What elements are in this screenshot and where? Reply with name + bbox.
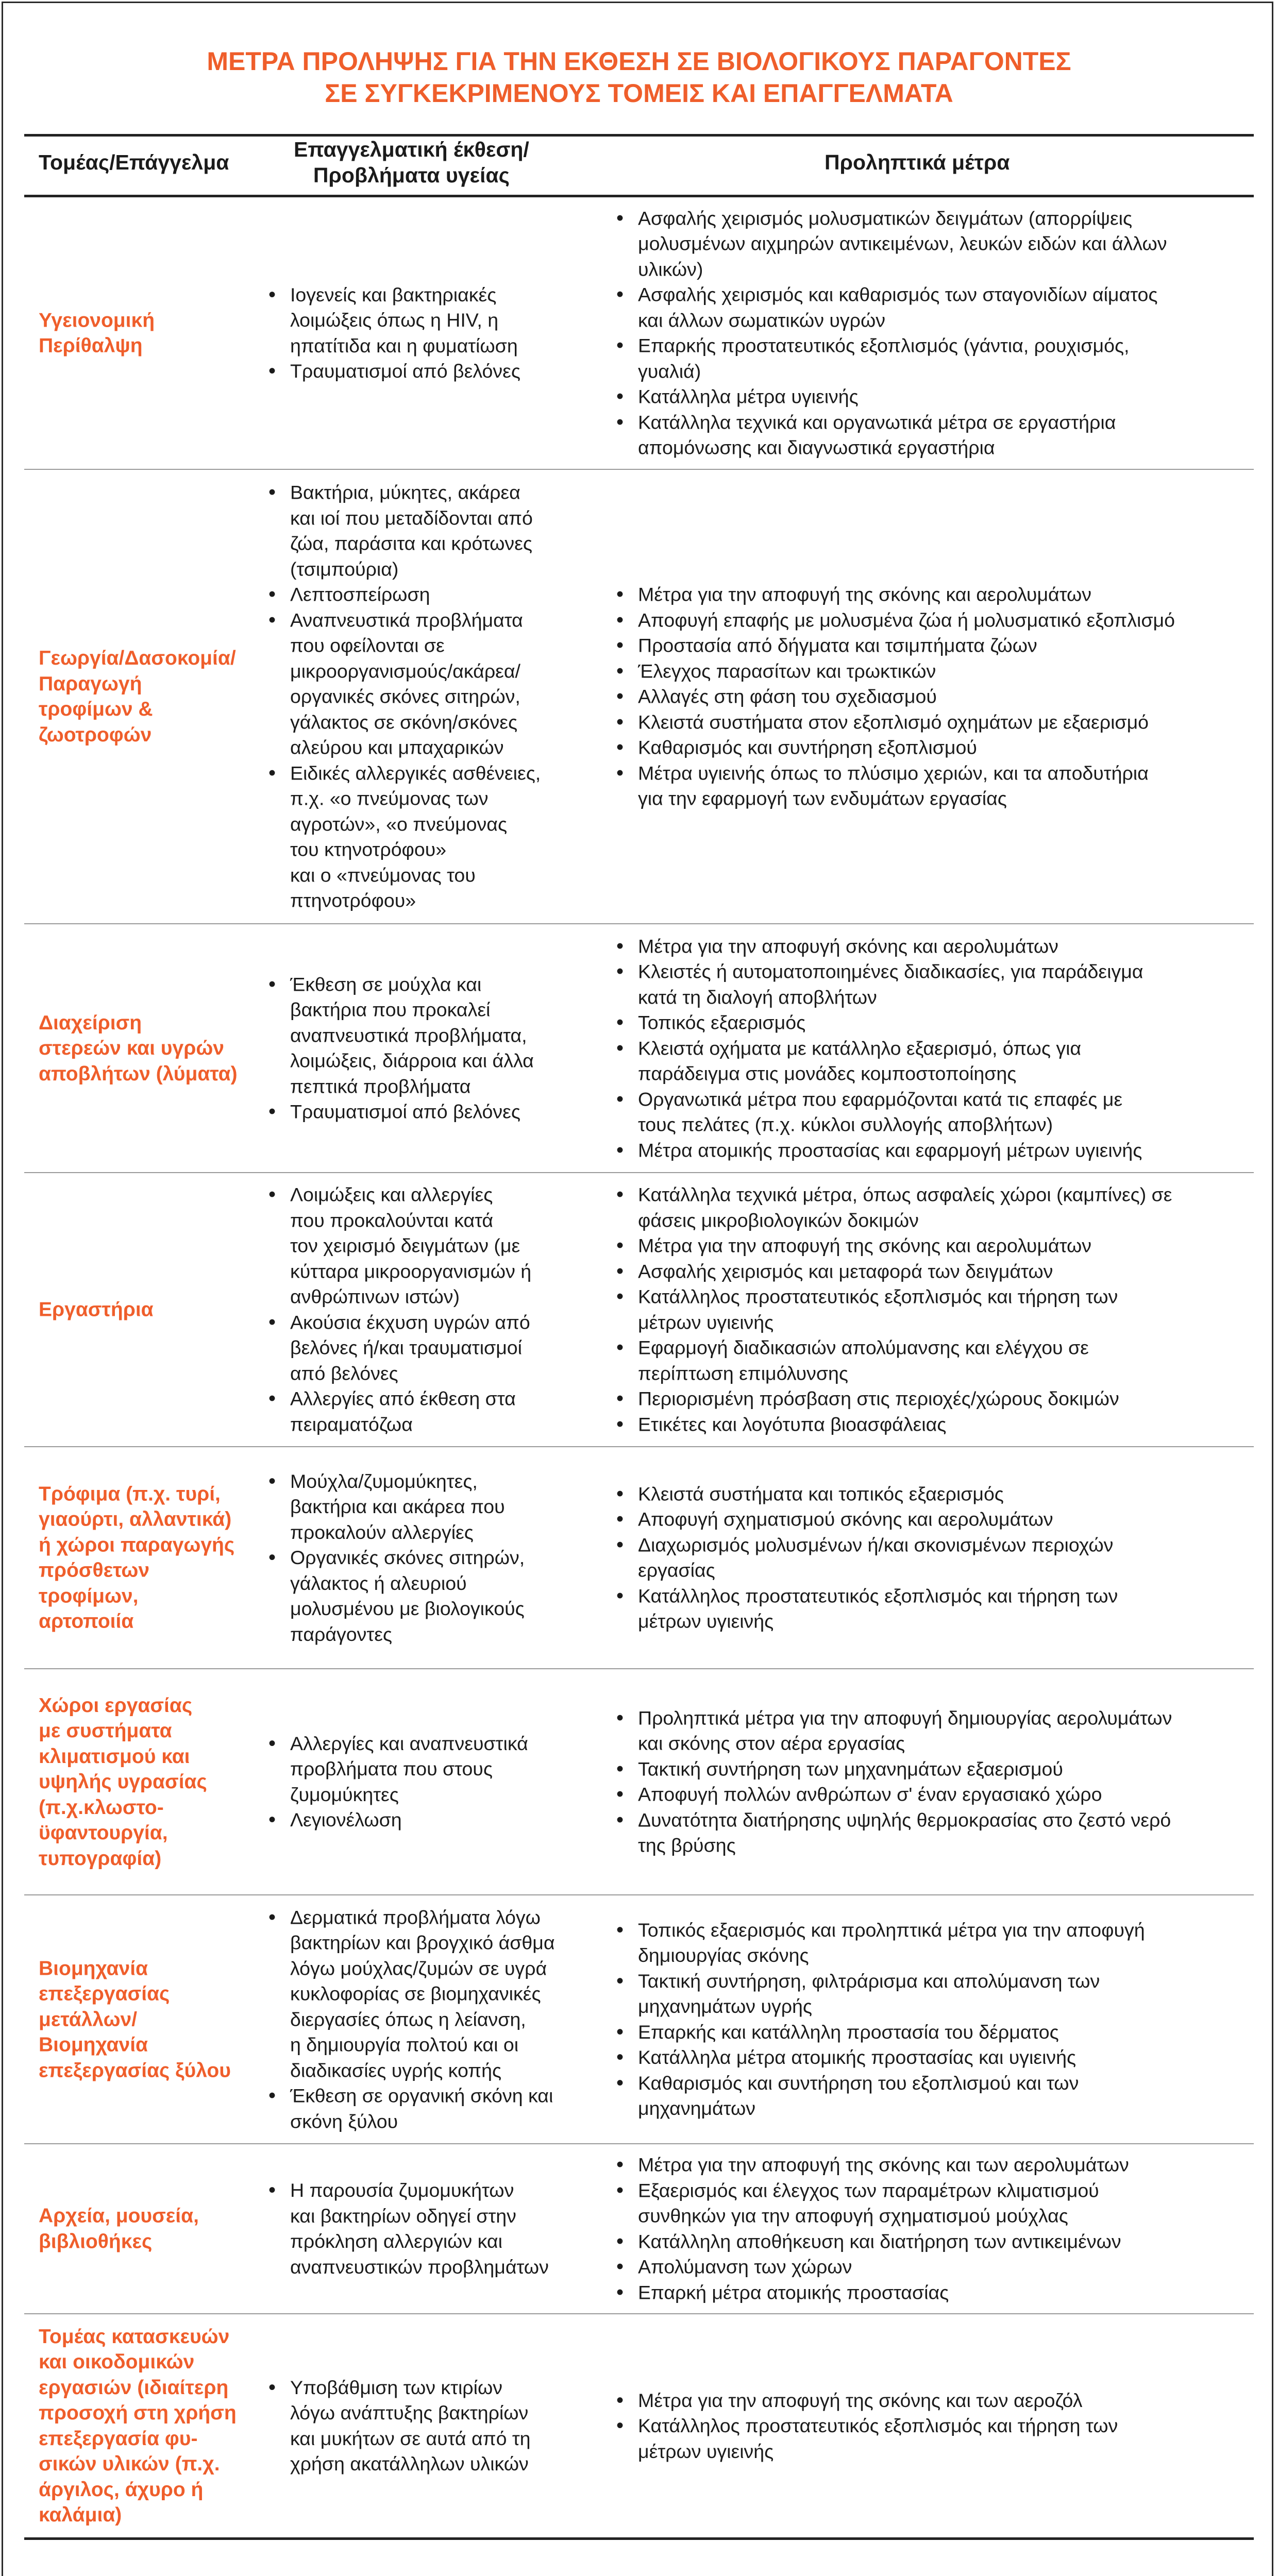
sector-line: στερεών και υγρών [39, 1037, 224, 1059]
sector-line: και οικοδομικών [39, 2351, 195, 2373]
exposure-line: λόγω μούχλας/ζυμών σε υγρά [290, 1957, 547, 1979]
sector-line: Υγειονομική [39, 309, 155, 331]
sector-label [39, 1956, 265, 2083]
exposure-item [266, 1386, 617, 1437]
measures-line: μηχανημάτων υγρής [638, 1995, 812, 2017]
sector-label [39, 646, 265, 748]
exposure-list [266, 1731, 617, 1833]
measures-item [614, 1756, 1248, 1782]
measures-line: • Μέτρα για την αποφυγή της σκόνης και των αεροζόλ [638, 2389, 1083, 2411]
exposure-line: η δημιουργία πολτού και οι [290, 2033, 519, 2056]
exposure-line: ηπατίτιδα και η φυματίωση [290, 334, 518, 357]
exposure-list [266, 2375, 617, 2477]
sector-line: εργασιών (ιδιαίτερη [39, 2376, 229, 2399]
sector-line: Βιομηχανία [39, 1957, 148, 1979]
exposure-line: • Έκθεση σε μούχλα και [290, 973, 482, 995]
measures-line: φάσεις μικροβιολογικών δοκιμών [638, 1209, 919, 1231]
measures-line: • Οργανωτικά μέτρα που εφαρμόζονται κατά τις επαφές με [638, 1088, 1123, 1110]
measures-item [614, 760, 1248, 811]
measures-item [614, 2413, 1248, 2464]
exposure-line: σκόνη ξύλου [290, 2110, 398, 2132]
exposure-list [266, 1905, 617, 2134]
measures-line: μηχανημάτων [638, 2097, 756, 2119]
exposure-line: βακτήρια που προκαλεί [290, 998, 491, 1021]
sector-line: επεξεργασία φυ- [39, 2427, 198, 2450]
sector-line: Τρόφιμα (π.χ. τυρί, [39, 1483, 221, 1505]
measures-line: γυαλιά) [638, 360, 701, 382]
exposure-line: λοιμώξεις, διάρροια και άλλα [290, 1049, 534, 1072]
exposure-item [266, 1182, 617, 1310]
exposure-line: γάλακτος ή αλευριού [290, 1572, 467, 1594]
sector-line: επεξεργασίας ξύλου [39, 2059, 231, 2081]
measures-line: • Τοπικός εξαερισμός [638, 1011, 806, 1033]
measures-line: • Περιορισμένη πρόσβαση στις περιοχές/χώρους δοκιμών [638, 1387, 1119, 1410]
measures-line: • Εξαερισμός και έλεγχος των παραμέτρων κλιματισμού [638, 2179, 1099, 2201]
measures-item [614, 2178, 1248, 2229]
sector-line: καλάμια) [39, 2504, 122, 2526]
exposure-item [266, 359, 617, 384]
measures-list [614, 1918, 1248, 2122]
exposure-line: • Ιογενείς και βακτηριακές [290, 283, 497, 306]
measures-item [614, 2229, 1248, 2255]
measures-item [614, 2071, 1248, 2122]
exposure-item [266, 1310, 617, 1386]
measures-item [614, 282, 1248, 333]
measures-line: μέτρων υγιεινής [638, 2440, 774, 2462]
exposure-item [266, 972, 617, 1099]
sector-label [39, 1297, 265, 1323]
measures-line: • Τακτική συντήρηση των μηχανημάτων εξαερισμού [638, 1758, 1063, 1780]
exposure-line: ζώα, παράσιτα και κρότωνες [290, 532, 532, 554]
sector-line: τροφίμων & [39, 698, 153, 720]
measures-line: • Διαχωρισμός μολυσμένων ή/και σκονισμένων περιοχών [638, 1534, 1114, 1555]
title-line: ΣΕ ΣΥΓΚΕΚΡΙΜΕΝΟΥΣ ΤΟΜΕΙΣ ΚΑΙ ΕΠΑΓΓΕΛΜΑΤΑ [325, 79, 953, 108]
sector-line: πρόσθετων [39, 1559, 150, 1582]
sector-line: (π.χ.κλωστο- [39, 1796, 164, 1819]
measures-line: • Απολύμανση των χώρων [638, 2256, 852, 2278]
measures-item [614, 1233, 1248, 1259]
measures-item [614, 1918, 1248, 1969]
measures-line: • Ασφαλής χειρισμός μολυσματικών δειγμάτων (απορρίψεις [638, 207, 1133, 229]
table-row [24, 924, 1254, 1172]
exposure-line: βακτήρια και ακάρεα που [290, 1495, 505, 1517]
measures-line: • Μέτρα για την αποφυγή σκόνης και αερολυμάτων [638, 935, 1058, 957]
page-title [0, 45, 1278, 109]
measures-item [614, 2153, 1248, 2178]
exposure-item [266, 2375, 617, 2477]
measures-item [614, 934, 1248, 959]
header-sector: Τομέας/Επάγγελμα [39, 150, 229, 174]
sector-line: τροφίμων, [39, 1585, 139, 1607]
measures-item [614, 1284, 1248, 1335]
measures-line: συνθηκών για την αποφυγή σχηματισμού μούχλας [638, 2205, 1068, 2227]
measures-line: • Μέτρα ατομικής προστασίας και εφαρμογή μέτρων υγιεινής [638, 1139, 1142, 1161]
table-row [24, 1173, 1254, 1446]
header-exposure: Επαγγελματική έκθεση/ Προβλήματα υγείας [294, 138, 529, 187]
exposure-line: • Αναπνευστικά προβλήματα [290, 608, 523, 631]
sector-label [39, 308, 265, 359]
exposure-item [266, 1468, 617, 1545]
exposure-line: • Υποβάθμιση των κτιρίων [290, 2376, 502, 2398]
measures-item [614, 1705, 1248, 1756]
table-row [24, 1447, 1254, 1668]
sector-line: Τομέας κατασκευών [39, 2325, 230, 2348]
sector-line: αποβλήτων (λύματα) [39, 1062, 238, 1085]
sector-line: σικών υλικών (π.χ. [39, 2453, 220, 2475]
exposure-line: βελόνες ή/και τραυματισμοί [290, 1336, 522, 1359]
measures-line: • Αποφυγή σχηματισμού σκόνης και αερολυμάτων [638, 1508, 1053, 1530]
measures-line: • Εφαρμογή διαδικασιών απολύμανσης και ελέγχου σε [638, 1336, 1089, 1359]
measures-item [614, 2387, 1248, 2413]
measures-line: και άλλων σωματικών υγρών [638, 309, 885, 331]
measures-line: • Κλειστά συστήματα στον εξοπλισμό οχημάτων με εξαερισμό [638, 710, 1149, 733]
exposure-line: από βελόνες [290, 1362, 398, 1384]
measures-line: • Κατάλληλα τεχνικά μέτρα, όπως ασφαλείς χώροι (καμπίνες) σε [638, 1183, 1172, 1206]
measures-item [614, 410, 1248, 461]
measures-line: παράδειγμα στις μονάδες κομποστοποίησης [638, 1062, 1017, 1084]
measures-line: δημιουργίας σκόνης [638, 1944, 809, 1966]
measures-item [614, 2280, 1248, 2306]
measures-item [614, 684, 1248, 709]
sector-line: επεξεργασίας [39, 1982, 170, 2005]
measures-item [614, 333, 1248, 384]
measures-item [614, 1507, 1248, 1533]
measures-line: • Αποφυγή επαφής με μολυσμένα ζώα ή μολυσματικό εξοπλισμό [638, 608, 1175, 631]
exposure-line: γάλακτος σε σκόνη/σκόνες [290, 710, 518, 733]
exposure-line: βακτηρίων και βρογχικό άσθμα [290, 1931, 555, 1954]
table-row [24, 2314, 1254, 2537]
exposure-line: ανθρώπινων ιστών) [290, 1285, 460, 1308]
measures-line: • Κλειστά συστήματα και τοπικός εξαερισμός [638, 1483, 1004, 1504]
table-row [24, 1895, 1254, 2143]
exposure-list [266, 282, 617, 384]
sector-line: Βιομηχανία [39, 2033, 148, 2056]
exposure-line: • Η παρουσία ζυμομυκήτων [290, 2179, 514, 2201]
measures-line: μέτρων υγιεινής [638, 1311, 774, 1333]
measures-item [614, 658, 1248, 684]
exposure-line: που προκαλούνται κατά [290, 1209, 494, 1231]
measures-item [614, 2045, 1248, 2071]
exposure-line: • Λοιμώξεις και αλλεργίες [290, 1183, 493, 1206]
exposure-line: πεπτικά προβλήματα [290, 1075, 471, 1097]
measures-item [614, 1138, 1248, 1163]
sector-label [39, 1481, 265, 1634]
exposure-line: λοιμώξεις όπως η HIV, η [290, 309, 499, 331]
measures-item [614, 2255, 1248, 2280]
exposure-line: διεργασίες όπως η λείανση, [290, 2008, 526, 2030]
measures-item [614, 1036, 1248, 1087]
measures-line: • Κλειστές ή αυτοματοποιημένες διαδικασίες, για παράδειγμα [638, 960, 1144, 982]
sector-line: ή χώροι παραγωγής [39, 1534, 235, 1556]
measures-line: • Μέτρα υγιεινής όπως το πλύσιμο χεριών, και τα αποδυτήρια [638, 761, 1149, 784]
measures-item [614, 735, 1248, 760]
measures-list [614, 2153, 1248, 2306]
measures-line: • Επαρκής και κατάλληλη προστασία του δέρματος [638, 2021, 1059, 2043]
measures-item [614, 633, 1248, 658]
measures-item [614, 1259, 1248, 1284]
measures-line: • Μέτρα για την αποφυγή της σκόνης και αερολυμάτων [638, 1234, 1092, 1257]
sector-line: αρτοποιία [39, 1610, 134, 1633]
measures-line: μέτρων υγιεινής [638, 1610, 774, 1632]
measures-line: της βρύσης [638, 1834, 736, 1856]
exposure-line: που οφείλονται σε [290, 634, 445, 656]
exposure-item [266, 1731, 617, 1808]
exposure-line: • Λεπτοσπείρωση [290, 583, 430, 605]
measures-line: και σκόνης στον αέρα εργασίας [638, 1732, 905, 1754]
exposure-line: αγροτών», «ο πνεύμονας [290, 812, 508, 835]
measures-line: • Τακτική συντήρηση, φιλτράρισμα και απολύμανση των [638, 1970, 1100, 1992]
exposure-item [266, 1545, 617, 1647]
measures-item [614, 1583, 1248, 1634]
exposure-line: • Οργανικές σκόνες σιτηρών, [290, 1546, 525, 1568]
title-line: ΜΕΤΡΑ ΠΡΟΛΗΨΗΣ ΓΙΑ ΤΗΝ ΕΚΘΕΣΗ ΣΕ ΒΙΟΛΟΓΙΚΟΥΣ ΠΑΡΑΓΟΝΤΕΣ [207, 47, 1071, 76]
measures-line: • Αποφυγή πολλών ανθρώπων σ' έναν εργασιακό χώρο [638, 1783, 1102, 1805]
exposure-item [266, 480, 617, 582]
measures-list [614, 934, 1248, 1163]
exposure-line: τον χειρισμό δειγμάτων (με [290, 1234, 520, 1257]
sector-line: Χώροι εργασίας [39, 1694, 193, 1717]
measures-item [614, 1807, 1248, 1858]
measures-item [614, 206, 1248, 282]
exposure-line: • Αλλεργίες και αναπνευστικά [290, 1732, 528, 1754]
exposure-line: προβλήματα που στους [290, 1758, 493, 1780]
measures-list [614, 582, 1248, 811]
measures-item [614, 959, 1248, 1010]
measures-item [614, 1412, 1248, 1437]
measures-line: • Μέτρα για την αποφυγή της σκόνης και των αερολυμάτων [638, 2154, 1129, 2176]
sector-line: Περίθαλψη [39, 334, 143, 357]
sector-line: Εργαστήρια [39, 1298, 154, 1321]
sector-line: ζωοτροφών [39, 723, 152, 746]
exposure-line: πειραματόζωα [290, 1413, 413, 1435]
exposure-line: και βακτηρίων οδηγεί στην [290, 2205, 516, 2227]
measures-line: • Καθαρισμός και συντήρηση του εξοπλισμού και των [638, 2072, 1079, 2094]
sector-line: κλιματισμού και [39, 1745, 190, 1768]
exposure-line: • Δερματικά προβλήματα λόγω [290, 1906, 541, 1928]
exposure-line: ζυμομύκητες [290, 1783, 399, 1805]
measures-line: • Κατάλληλη αποθήκευση και διατήρηση των αντικειμένων [638, 2230, 1121, 2252]
exposure-line: κύτταρα μικροοργανισμών ή [290, 1260, 532, 1282]
measures-line: • Ασφαλής χειρισμός και καθαρισμός των σταγονιδίων αίματος [638, 283, 1158, 306]
measures-line: μολυσμένων αιχμηρών αντικειμένων, λευκών ειδών και άλλων [638, 232, 1167, 255]
exposure-list [266, 480, 617, 913]
sector-line: γιαούρτι, αλλαντικά) [39, 1508, 232, 1531]
exposure-item [266, 607, 617, 760]
exposure-line: • Τραυματισμοί από βελόνες [290, 360, 520, 382]
measures-line: • Επαρκής προστατευτικός εξοπλισμός (γάντια, ρουχισμός, [638, 334, 1130, 357]
measures-line: τους πελάτες (π.χ. κύκλοι συλλογής αποβλήτων) [638, 1113, 1053, 1136]
table-bottom-rule [24, 2537, 1254, 2540]
measures-item [614, 1532, 1248, 1583]
exposure-line: π.χ. «ο πνεύμονας των [290, 787, 489, 809]
measures-list [614, 1705, 1248, 1858]
measures-item [614, 607, 1248, 633]
exposure-line: • Ακούσια έκχυση υγρών από [290, 1311, 530, 1333]
measures-line: εργασίας [638, 1559, 715, 1581]
exposure-line: (τσιμπούρια) [290, 557, 399, 580]
exposure-item [266, 2178, 617, 2280]
exposure-line: • Τραυματισμοί από βελόνες [290, 1100, 520, 1123]
exposure-line: οργανικές σκόνες σιτηρών, [290, 685, 520, 707]
measures-line: • Έλεγχος παρασίτων και τρωκτικών [638, 659, 936, 682]
exposure-list [266, 972, 617, 1125]
exposure-item [266, 582, 617, 607]
exposure-line: • Ειδικές αλλεργικές ασθένειες, [290, 761, 541, 784]
exposure-item [266, 1905, 617, 2083]
measures-line: • Κατάλληλος προστατευτικός εξοπλισμός και τήρηση των [638, 1585, 1118, 1606]
measures-item [614, 1087, 1248, 1138]
measures-list [614, 2387, 1248, 2464]
measures-line: υλικών) [638, 258, 703, 280]
measures-item [614, 582, 1248, 607]
measures-item [614, 2020, 1248, 2045]
sector-label [39, 2204, 265, 2255]
measures-line: • Κατάλληλος προστατευτικός εξοπλισμός και τήρηση των [638, 2414, 1118, 2436]
measures-line: • Ασφαλής χειρισμός και μεταφορά των δειγμάτων [638, 1260, 1053, 1282]
sector-line: ϋφαντουργία, [39, 1821, 168, 1844]
sector-line: μετάλλων/ [39, 2008, 138, 2030]
measures-line: • Επαρκή μέτρα ατομικής προστασίας [638, 2281, 949, 2303]
exposure-line: • Λεγιονέλωση [290, 1809, 402, 1831]
measures-line: • Δυνατότητα διατήρησης υψηλής θερμοκρασίας στο ζεστό νερό [638, 1809, 1171, 1831]
measures-line: • Κατάλληλα τεχνικά και οργανωτικά μέτρα σε εργαστήρια [638, 411, 1116, 433]
exposure-line: χρήση ακατάλληλων υλικών [290, 2453, 529, 2475]
sector-line: προσοχή στη χρήση [39, 2402, 237, 2424]
exposure-line: • Μούχλα/ζυμομύκητες, [290, 1470, 478, 1492]
measures-item [614, 384, 1248, 410]
exposure-line: διαδικασίες υγρής κοπής [290, 2059, 502, 2081]
exposure-line: λόγω ανάπτυξης βακτηρίων [290, 2402, 529, 2424]
exposure-list [266, 1182, 617, 1437]
measures-line: περίπτωση επιμόλυνσης [638, 1362, 848, 1384]
sector-label [39, 2324, 265, 2528]
exposure-line: και ιοί που μεταδίδονται από [290, 506, 533, 529]
sector-line: άργιλος, άχυρο ή [39, 2478, 204, 2501]
exposure-line: • Αλλεργίες από έκθεση στα [290, 1387, 516, 1410]
header-measures: Προληπτικά μέτρα [825, 150, 1010, 174]
measures-line: • Ετικέτες και λογότυπα βιοασφάλειας [638, 1413, 947, 1435]
exposure-line: • Έκθεση σε οργανική σκόνη και [290, 2084, 553, 2107]
exposure-line: πτηνοτρόφου» [290, 889, 416, 911]
header-top-rule [24, 134, 1254, 137]
exposure-line: και μυκήτων σε αυτά από τη [290, 2427, 531, 2449]
exposure-line: αλεύρου και μπαχαρικών [290, 736, 504, 758]
table-row [24, 2144, 1254, 2313]
exposure-item [266, 1099, 617, 1125]
exposure-line: αναπνευστικά προβλήματα, [290, 1024, 527, 1046]
sector-label [39, 1692, 265, 1871]
exposure-item [266, 282, 617, 359]
exposure-line: μικροοργανισμούς/ακάρεα/ [290, 659, 520, 682]
measures-item [614, 1782, 1248, 1808]
table-row [24, 470, 1254, 923]
sector-line: Διαχείριση [39, 1011, 142, 1034]
measures-list [614, 1182, 1248, 1437]
measures-item [614, 1182, 1248, 1233]
sector-line: τυπογραφία) [39, 1847, 162, 1870]
measures-line: • Αλλαγές στη φάση του σχεδιασμού [638, 685, 937, 707]
exposure-line: του κτηνοτρόφου» [290, 838, 447, 860]
exposure-list [266, 1468, 617, 1647]
sector-line: Αρχεία, μουσεία, [39, 2205, 199, 2227]
table-row [24, 1669, 1254, 1894]
exposure-list [266, 2178, 617, 2280]
sector-line: με συστήματα [39, 1719, 172, 1742]
sector-line: Παραγωγή [39, 672, 142, 695]
measures-item [614, 1969, 1248, 2020]
measures-item [614, 1386, 1248, 1412]
measures-line: • Προληπτικά μέτρα για την αποφυγή δημιουργίας αερολυμάτων [638, 1707, 1172, 1728]
measures-line: • Μέτρα για την αποφυγή της σκόνης και αερολυμάτων [638, 583, 1092, 605]
measures-line: • Κλειστά οχήματα με κατάλληλο εξαερισμό, όπως για [638, 1037, 1082, 1059]
exposure-line: και ο «πνεύμονας του [290, 863, 476, 886]
measures-item [614, 1481, 1248, 1507]
exposure-line: κυκλοφορίας σε βιομηχανικές [290, 1982, 541, 2005]
exposure-line: παράγοντες [290, 1623, 392, 1645]
measures-line: • Καθαρισμός και συντήρηση εξοπλισμού [638, 736, 977, 758]
measures-line: • Κατάλληλος προστατευτικός εξοπλισμός και τήρηση των [638, 1285, 1118, 1308]
measures-line: • Τοπικός εξαερισμός και προληπτικά μέτρα για την αποφυγή [638, 1919, 1145, 1941]
sector-label [39, 1010, 265, 1087]
measures-line: απομόνωσης και διαγνωστικά εργαστήρια [638, 436, 995, 459]
measures-line: κατά τη διαλογή αποβλήτων [638, 986, 877, 1008]
exposure-line: προκαλούν αλλεργίες [290, 1521, 474, 1543]
table-row [24, 197, 1254, 469]
exposure-item [266, 2083, 617, 2134]
measures-line: για την εφαρμογή των ενδυμάτων εργασίας [638, 787, 1007, 809]
measures-line: • Κατάλληλα μέτρα υγιεινής [638, 385, 859, 408]
exposure-line: πρόκληση αλλεργιών και [290, 2230, 502, 2252]
measures-line: • Προστασία από δήγματα και τσιμπήματα ζώων [638, 634, 1037, 656]
measures-item [614, 1010, 1248, 1036]
measures-line: • Κατάλληλα μέτρα ατομικής προστασίας και υγιεινής [638, 2046, 1077, 2068]
exposure-line: αναπνευστικών προβλημάτων [290, 2256, 549, 2278]
exposure-item [266, 760, 617, 913]
exposure-line: • Βακτήρια, μύκητες, ακάρεα [290, 481, 520, 503]
sector-line: Γεωργία/Δασοκομία/ [39, 647, 236, 669]
measures-item [614, 709, 1248, 735]
sector-line: βιβλιοθήκες [39, 2230, 153, 2252]
measures-item [614, 1335, 1248, 1386]
measures-list [614, 1481, 1248, 1634]
exposure-line: μολυσμένου με βιολογικούς [290, 1597, 525, 1619]
measures-list [614, 206, 1248, 461]
exposure-item [266, 1807, 617, 1833]
sector-line: υψηλής υγρασίας [39, 1770, 207, 1793]
